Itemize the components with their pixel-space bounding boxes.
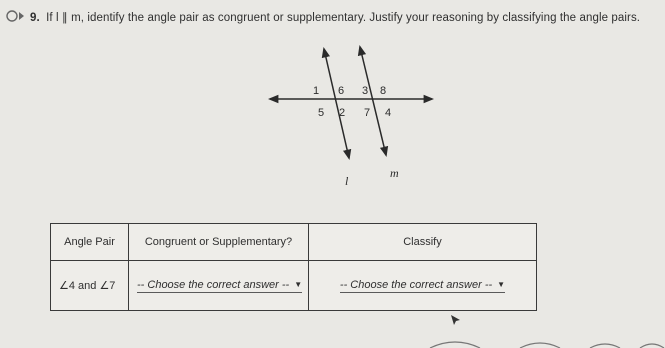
header-congruent-or-supplementary: Congruent or Supplementary? [129, 224, 309, 261]
dropdown-value: -- Choose the correct answer -- [339, 278, 493, 291]
line-label-m: m [390, 166, 399, 180]
angle-label-6: 6 [338, 85, 345, 97]
line-label-l: l [345, 174, 349, 188]
line-l [324, 49, 349, 158]
table-header-row [51, 224, 537, 261]
angle-label-3: 3 [362, 85, 369, 97]
question-number: 9. [30, 12, 40, 24]
congruent-supplementary-dropdown[interactable] [137, 279, 302, 293]
question-prompt: If l ∥ m, identify the angle pair as congruent or supplementary. Justify your reasoning by classifying the angle pairs. [46, 12, 641, 24]
angle-label-8: 8 [380, 85, 387, 97]
chevron-down-icon: ▼ [497, 280, 506, 290]
choice-cell-1 [129, 261, 309, 311]
angle-label-1: 1 [313, 85, 320, 97]
angle-label-7: 7 [364, 107, 371, 119]
angle-label-2: 2 [339, 107, 346, 119]
angle-label-4: 4 [385, 107, 392, 119]
angle-pair-cell [51, 261, 129, 311]
angle-pair-text: ∠4 and ∠7 [59, 280, 116, 293]
table-row [51, 261, 537, 311]
classify-dropdown[interactable] [340, 279, 505, 293]
header-classify: Classify [309, 224, 537, 261]
partial-figures-decoration [0, 322, 665, 348]
choice-cell-2 [309, 261, 537, 311]
angle-label-5: 5 [318, 107, 325, 119]
header-angle-pair: Angle Pair [51, 224, 129, 261]
line-m [360, 47, 386, 155]
dropdown-value: -- Choose the correct answer -- [137, 278, 290, 291]
answer-table [50, 223, 537, 311]
chevron-down-icon: ▼ [294, 280, 303, 290]
